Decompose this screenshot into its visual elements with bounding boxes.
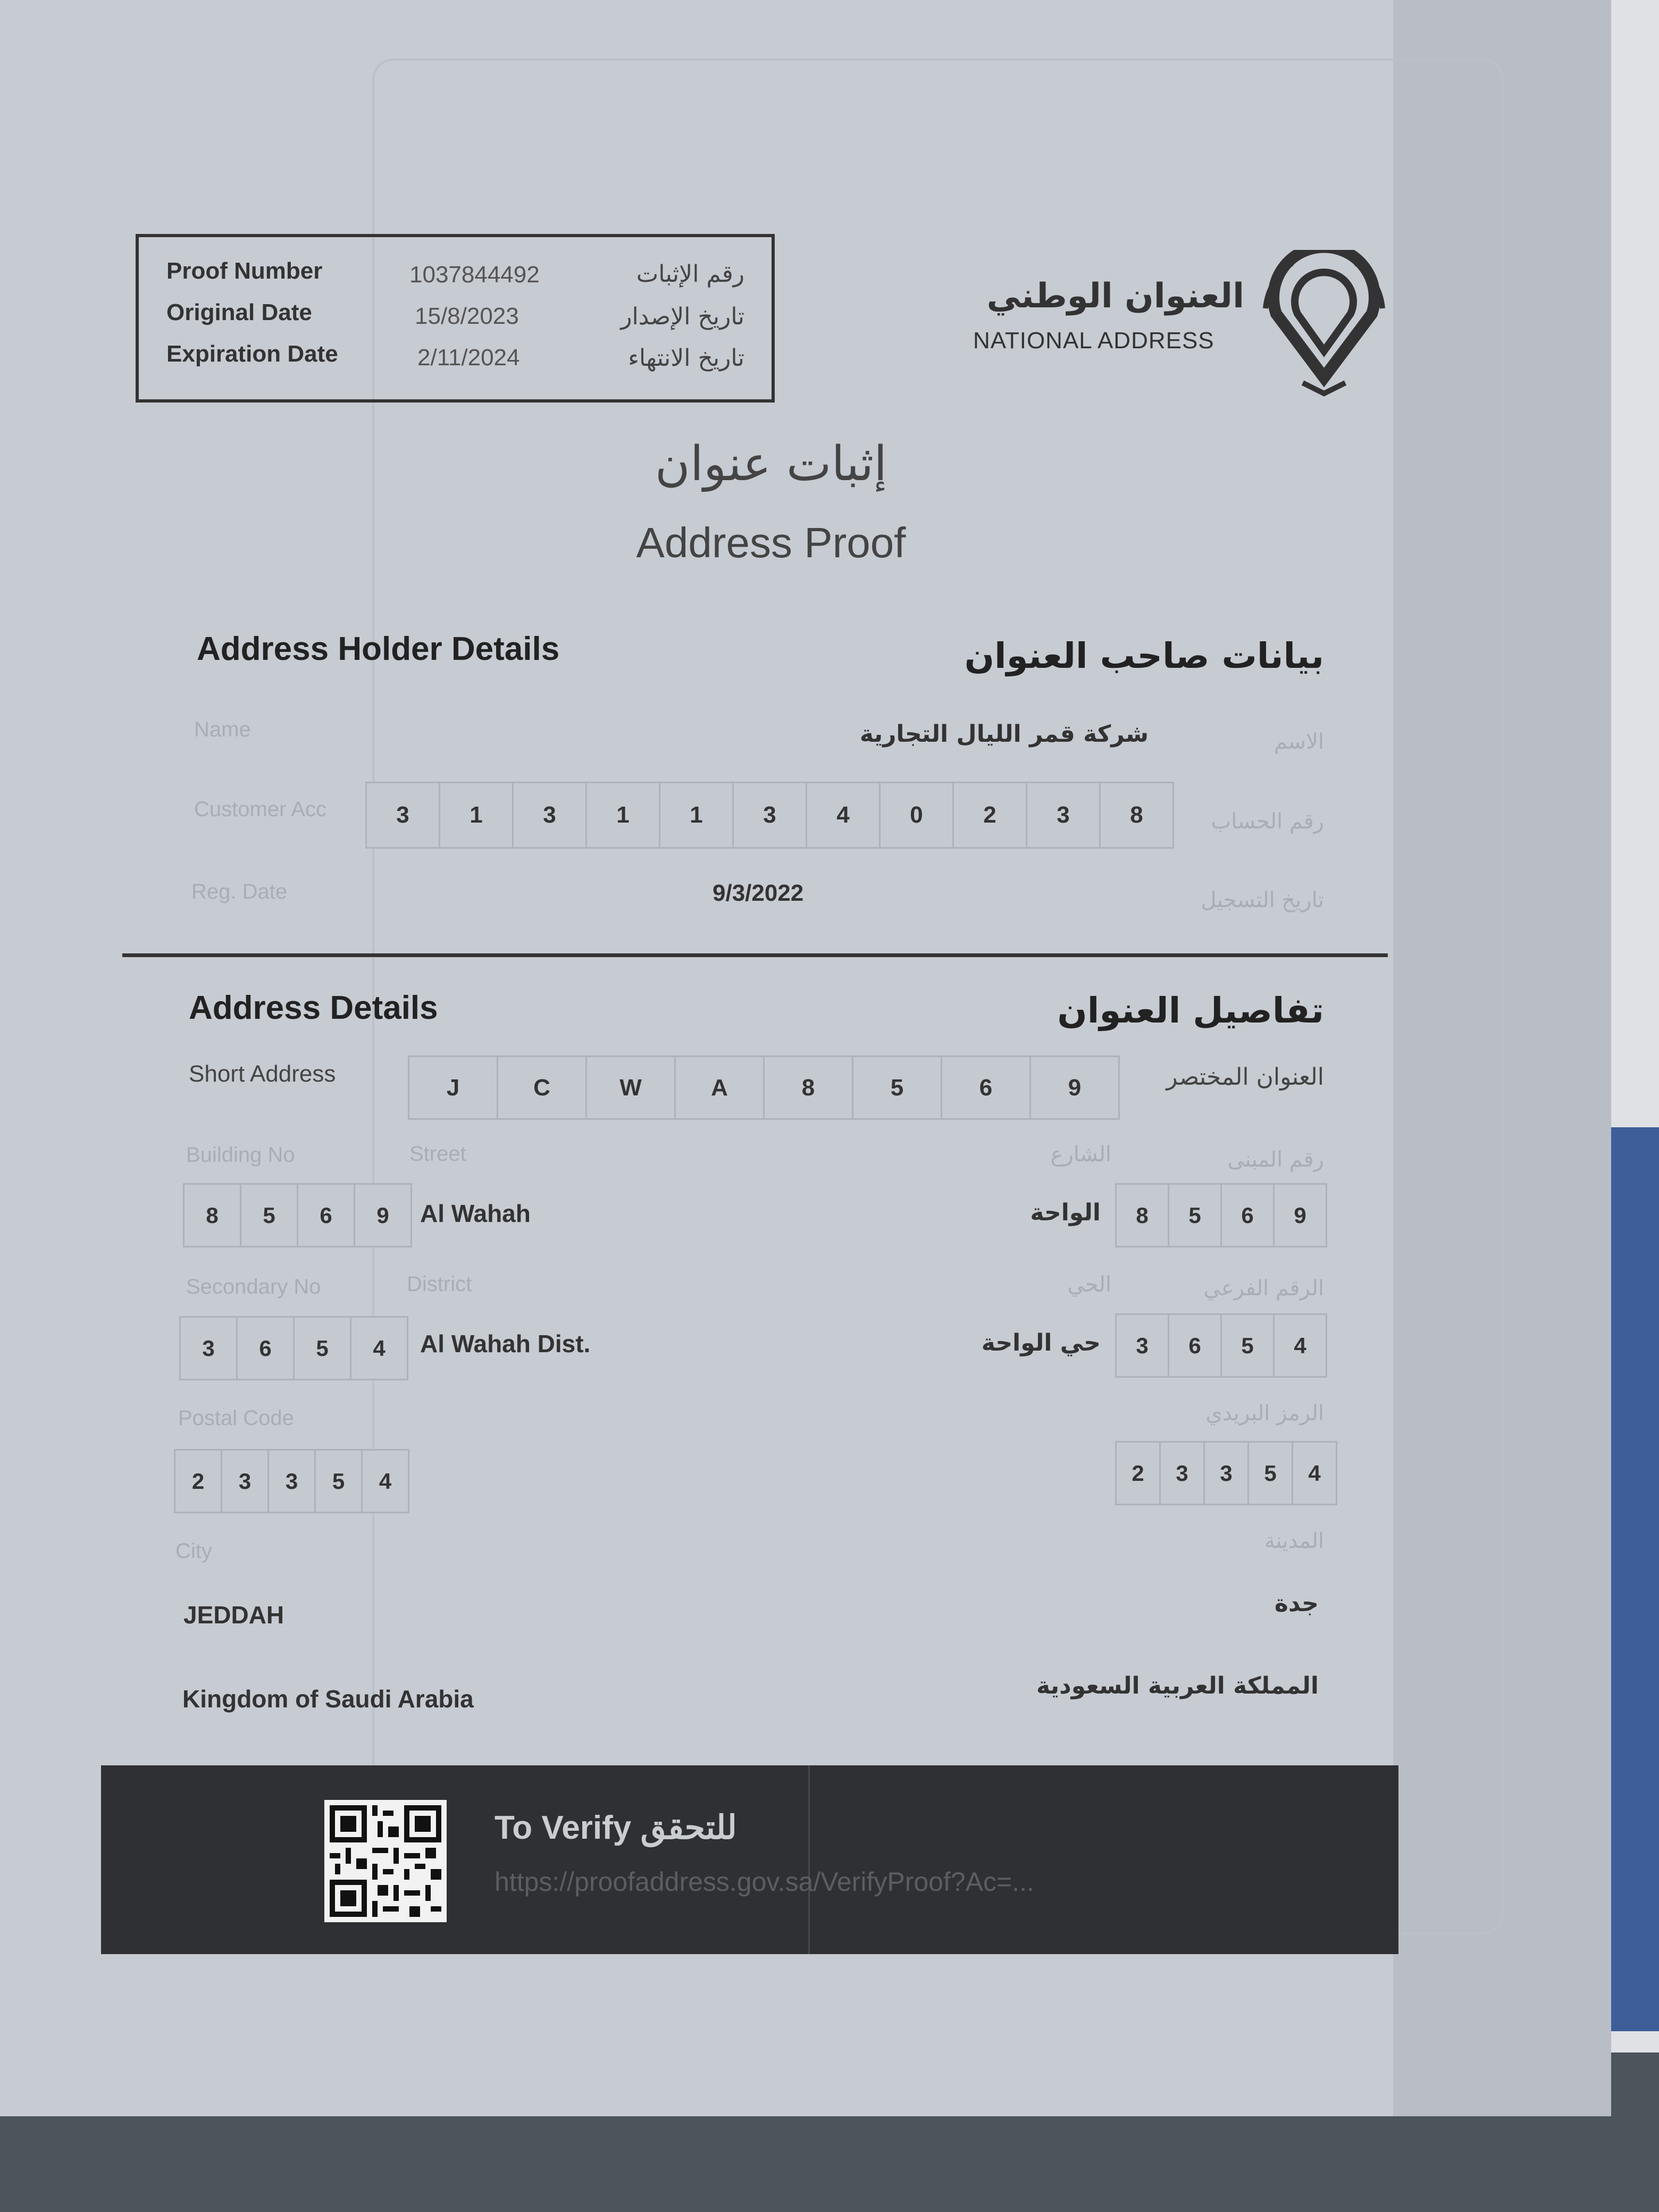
postal-code-digit: 2 — [174, 1449, 222, 1513]
postal-code-digit: 3 — [267, 1449, 316, 1513]
building-no-label-ar: رقم المبنى — [1227, 1147, 1324, 1172]
building-no-digit: 5 — [240, 1183, 298, 1247]
postal-code-digit: 4 — [361, 1449, 409, 1513]
customer-acc-digit: 8 — [1099, 782, 1174, 849]
verify-text: To Verify للتحقق — [495, 1809, 737, 1846]
customer-acc-digit: 3 — [512, 782, 587, 849]
secondary-no-boxes — [181, 1316, 408, 1380]
secondary-no-digit: 6 — [236, 1316, 295, 1380]
background-blue-object — [1606, 1127, 1659, 2031]
verify-url[interactable]: https://proofaddress.gov.sa/VerifyProof?Ac=... — [495, 1867, 1034, 1897]
short-address-char: 9 — [1029, 1055, 1120, 1120]
street-value-ar: الواحة — [1030, 1199, 1101, 1226]
postal-code-digit: 3 — [221, 1449, 269, 1513]
short-address-char: 6 — [941, 1055, 1031, 1120]
building-no-boxes — [185, 1183, 412, 1247]
street-label: Street — [409, 1142, 466, 1166]
secondary-no-digit: 4 — [1273, 1313, 1327, 1378]
district-value-ar: حي الواحة — [981, 1329, 1101, 1356]
building-no-boxes-ar — [1117, 1183, 1327, 1247]
building-no-digit: 8 — [183, 1183, 241, 1247]
expiration-date-label: Expiration Date — [166, 341, 338, 367]
city-value-ar: جدة — [1274, 1590, 1319, 1617]
original-date-value: 15/8/2023 — [415, 303, 519, 329]
original-date-label-ar: تاريخ الإصدار — [621, 303, 744, 330]
customer-acc-label: Customer Acc — [194, 798, 326, 821]
postal-code-digit: 4 — [1292, 1441, 1337, 1505]
street-value: Al Wahah — [420, 1200, 531, 1227]
country-value: Kingdom of Saudi Arabia — [182, 1685, 474, 1713]
short-address-label-ar: العنوان المختصر — [1166, 1063, 1324, 1091]
country-value-ar: المملكة العربية السعودية — [1036, 1672, 1319, 1699]
secondary-no-digit: 3 — [1115, 1313, 1169, 1378]
short-address-char: A — [674, 1055, 765, 1120]
secondary-no-digit: 3 — [179, 1316, 238, 1380]
customer-acc-boxes — [367, 782, 1174, 849]
city-label: City — [175, 1539, 212, 1563]
secondary-no-boxes-ar — [1117, 1313, 1327, 1378]
district-label: District — [407, 1272, 472, 1296]
proof-number-value: 1037844492 — [409, 262, 540, 288]
customer-acc-digit: 1 — [585, 782, 660, 849]
customer-acc-digit: 3 — [1026, 782, 1101, 849]
short-address-char: C — [497, 1055, 587, 1120]
secondary-no-digit: 6 — [1168, 1313, 1222, 1378]
expiration-date-value: 2/11/2024 — [417, 345, 520, 371]
secondary-no-digit: 4 — [350, 1316, 408, 1380]
name-label: Name — [194, 718, 251, 741]
building-no-digit: 5 — [1168, 1183, 1222, 1247]
customer-acc-label-ar: رقم الحساب — [1211, 809, 1324, 834]
customer-acc-digit: 3 — [732, 782, 807, 849]
holder-section-title-ar: بيانات صاحب العنوان — [964, 635, 1324, 676]
proof-number-label-ar: رقم الإثبات — [636, 261, 744, 288]
postal-code-boxes — [175, 1449, 409, 1513]
reg-date-label-ar: تاريخ التسجيل — [1201, 888, 1324, 912]
postal-code-digit: 3 — [1203, 1441, 1249, 1505]
building-no-digit: 9 — [354, 1183, 412, 1247]
expiration-date-label-ar: تاريخ الانتهاء — [628, 345, 744, 372]
city-label-ar: المدينة — [1264, 1529, 1324, 1553]
building-no-digit: 8 — [1115, 1183, 1169, 1247]
proof-number-label: Proof Number — [166, 258, 323, 284]
qr-code[interactable] — [324, 1800, 447, 1922]
customer-acc-digit: 1 — [659, 782, 734, 849]
postal-code-digit: 3 — [1159, 1441, 1205, 1505]
city-value: JEDDAH — [183, 1601, 284, 1629]
customer-acc-digit: 2 — [952, 782, 1027, 849]
national-address-logo-icon — [1255, 250, 1393, 399]
postal-code-digit: 5 — [314, 1449, 363, 1513]
building-no-label: Building No — [186, 1143, 295, 1167]
building-no-digit: 6 — [297, 1183, 355, 1247]
building-no-digit: 6 — [1220, 1183, 1275, 1247]
postal-code-boxes-ar — [1117, 1441, 1337, 1505]
verify-bar — [101, 1765, 1398, 1954]
short-address-label: Short Address — [189, 1061, 336, 1087]
original-date-label: Original Date — [166, 299, 312, 325]
section-divider — [122, 953, 1388, 957]
secondary-no-digit: 5 — [1220, 1313, 1275, 1378]
secondary-no-label-ar: الرقم الفرعي — [1203, 1276, 1324, 1301]
street-label-ar: الشارع — [1050, 1142, 1111, 1167]
building-no-digit: 9 — [1273, 1183, 1327, 1247]
short-address-char: 5 — [852, 1055, 942, 1120]
name-value: شركة قمر الليال التجارية — [859, 720, 1149, 748]
reg-date-label: Reg. Date — [191, 880, 288, 903]
reg-date-value: 9/3/2022 — [713, 880, 804, 906]
secondary-no-label: Secondary No — [186, 1275, 321, 1298]
document-title-en: Address Proof — [636, 519, 906, 566]
national-address-logo-ar: العنوان الوطني — [986, 276, 1244, 316]
address-section-title-en: Address Details — [189, 990, 438, 1026]
short-address-char: W — [585, 1055, 676, 1120]
name-label-ar: الاسم — [1273, 730, 1324, 754]
postal-code-label-ar: الرمز البريدي — [1205, 1401, 1324, 1426]
page-fold — [808, 1765, 810, 1954]
customer-acc-digit: 0 — [879, 782, 954, 849]
customer-acc-digit: 4 — [806, 782, 881, 849]
national-address-logo-en: NATIONAL ADDRESS — [973, 328, 1214, 354]
postal-code-label: Postal Code — [178, 1406, 294, 1430]
document-title-ar: إثبات عنوان — [655, 436, 887, 492]
district-value: Al Wahah Dist. — [420, 1330, 591, 1358]
postal-code-digit: 2 — [1115, 1441, 1161, 1505]
short-address-char: J — [408, 1055, 498, 1120]
address-section-title-ar: تفاصيل العنوان — [1057, 990, 1324, 1031]
secondary-no-digit: 5 — [293, 1316, 351, 1380]
postal-code-digit: 5 — [1247, 1441, 1293, 1505]
holder-section-title-en: Address Holder Details — [197, 631, 560, 667]
customer-acc-digit: 1 — [439, 782, 514, 849]
district-label-ar: الحي — [1067, 1272, 1111, 1297]
customer-acc-digit: 3 — [365, 782, 440, 849]
short-address-char: 8 — [763, 1055, 853, 1120]
